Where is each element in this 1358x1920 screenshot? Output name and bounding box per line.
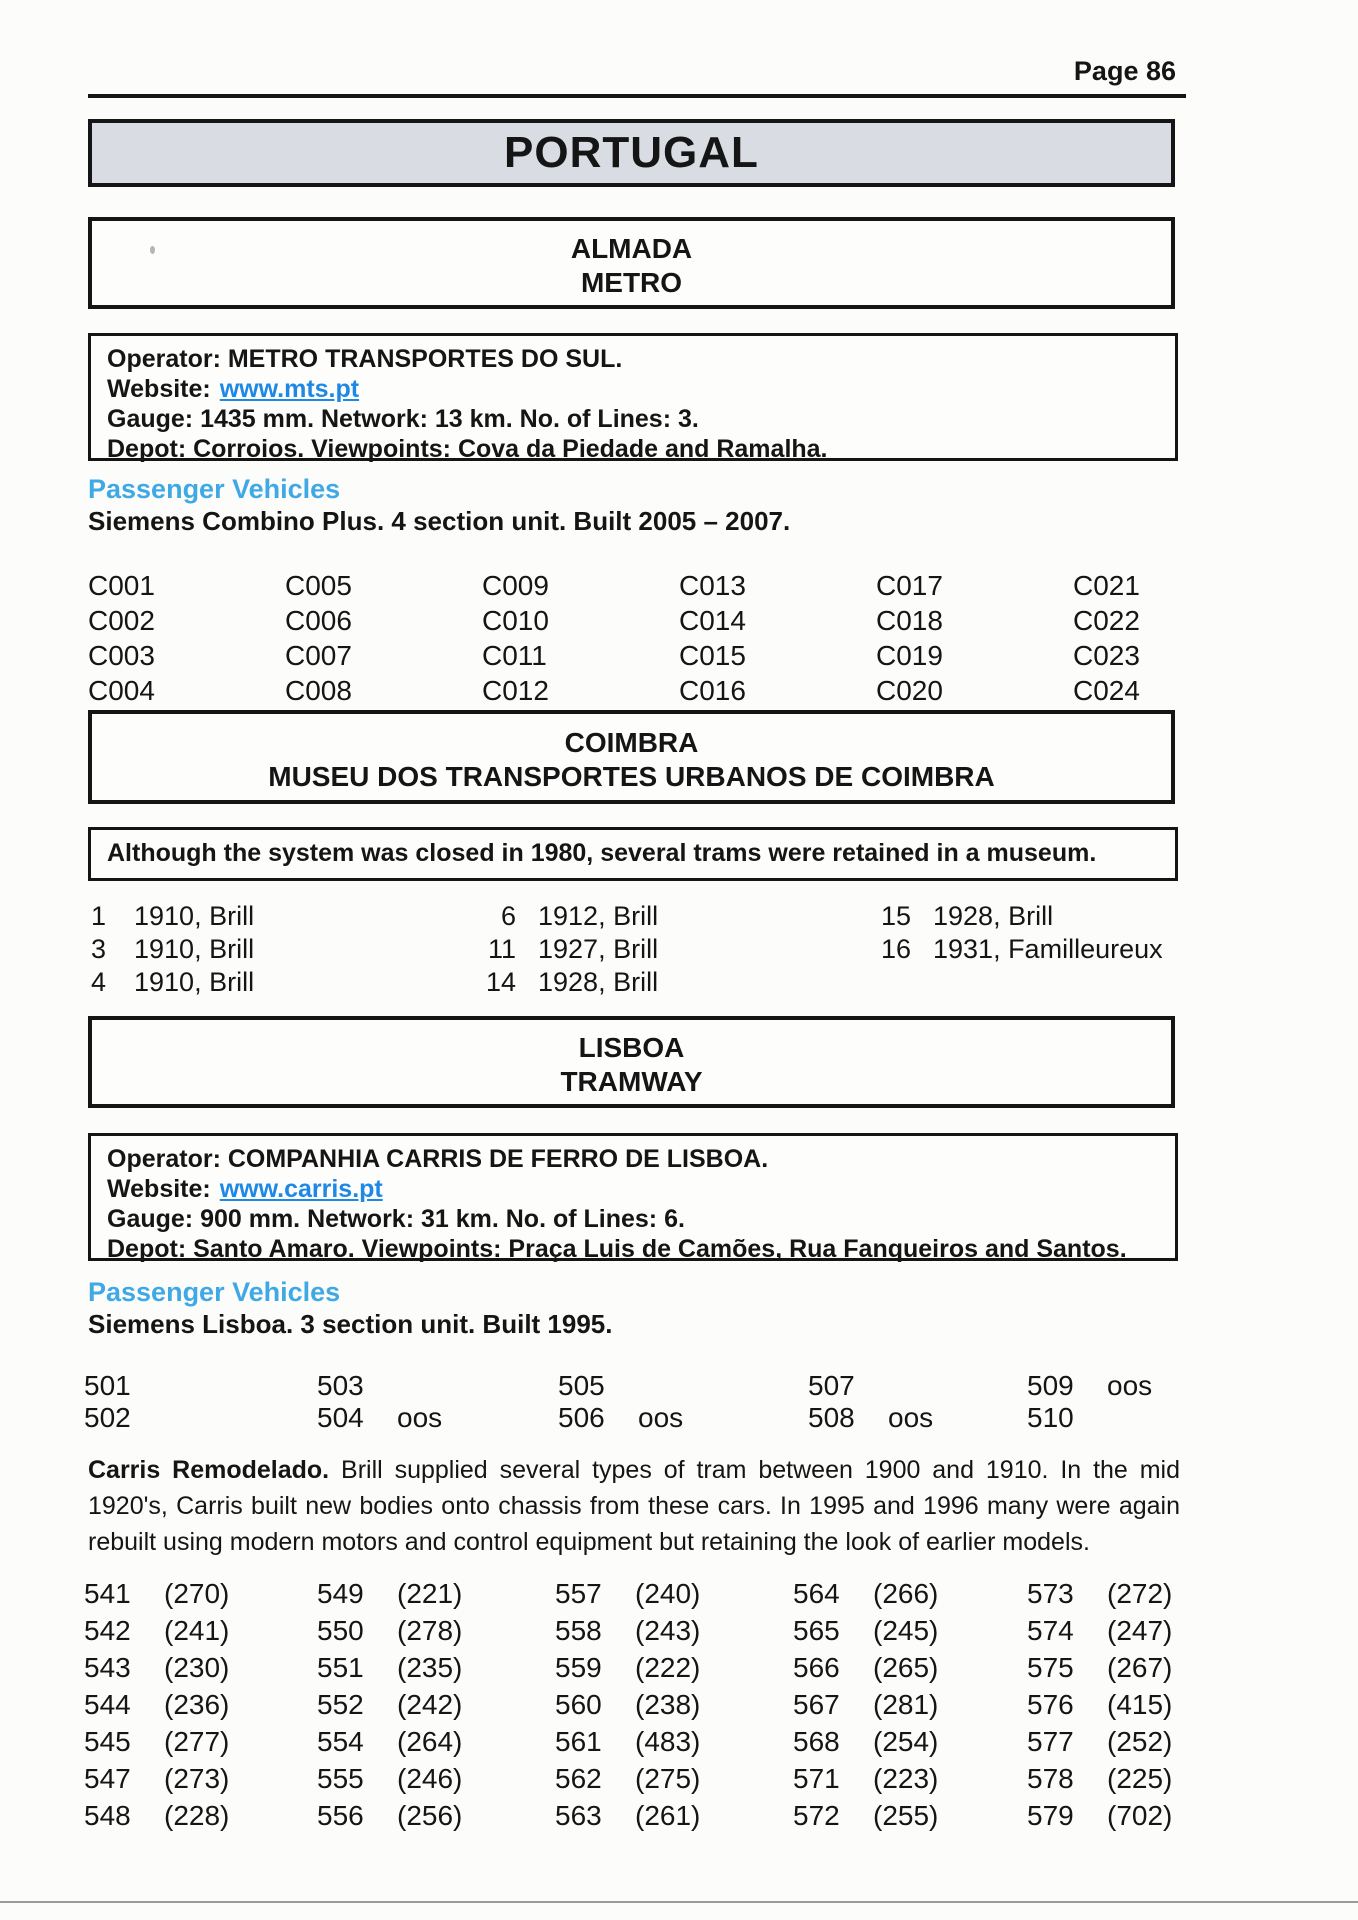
fleet-number: 579 [1027,1800,1074,1831]
fleet-number: 562 [555,1763,602,1794]
lisboa-passenger-vehicles-heading: Passenger Vehicles [88,1277,341,1307]
country-banner-title: PORTUGAL [504,128,759,177]
remodelado-entry [317,1763,462,1795]
museum-entry [480,966,658,999]
former-number: (243) [635,1615,701,1646]
almada-website-line [107,374,1159,404]
fleet-number: 559 [555,1652,602,1683]
almada-title-box [88,217,1175,309]
fleet-number: 542 [84,1615,131,1646]
museum-column [88,900,254,999]
lisboa-title-mode: TRAMWAY [560,1066,703,1097]
remodelado-entry [84,1726,229,1758]
fleet-number: 576 [1027,1689,1074,1720]
fleet-number: 503 [317,1370,364,1401]
remodelado-entry [317,1800,462,1832]
fleet-number: 510 [1027,1402,1074,1433]
scan-artifact-dot [150,246,155,254]
fleet-number: 507 [808,1370,855,1401]
fleet-number: 543 [84,1652,131,1683]
former-number: (252) [1107,1726,1173,1757]
remodelado-entry [1027,1800,1172,1832]
remodelado-entry [317,1726,462,1758]
fleet-number: 555 [317,1763,364,1794]
header-rule [88,94,1186,98]
museum-tram-description: 1910, Brill [134,901,255,931]
former-number: (235) [397,1652,463,1683]
remodelado-entry [555,1578,700,1610]
remodelado-paragraph [88,1452,1180,1560]
museum-column [480,900,658,999]
fleet-number: 563 [555,1800,602,1831]
fleet-number: 550 [317,1615,364,1646]
museum-entry [88,933,254,966]
former-number: (242) [397,1689,463,1720]
remodelado-entry [793,1800,938,1832]
fleet-number: C021 [1073,570,1140,601]
former-number: (270) [164,1578,230,1609]
remodelado-entry [84,1763,229,1795]
fleet-number: 568 [793,1726,840,1757]
former-number: (255) [873,1800,939,1831]
fleet-number: 560 [555,1689,602,1720]
fleet-number: C002 [88,605,155,636]
lisboa-website-link[interactable]: www.carris.pt [219,1175,383,1203]
fleet-number: 545 [84,1726,131,1757]
museum-entry [875,933,1163,966]
fleet-number: 556 [317,1800,364,1831]
fleet-number: 561 [555,1726,602,1757]
combino-fleet-grid [88,568,1270,708]
fleet-number: C005 [285,570,352,601]
former-number: (228) [164,1800,230,1831]
almada-operator-line: Operator: METRO TRANSPORTES DO SUL. [107,345,623,373]
remodelado-entry [793,1578,938,1610]
former-number: (225) [1107,1763,1173,1794]
remodelado-entry [1027,1763,1172,1795]
remodelado-heading: Carris Remodelado. [88,1456,330,1484]
out-of-service-marker: oos [397,1402,443,1433]
fleet-number: 502 [84,1402,131,1433]
museum-tram-description: 1928, Brill [538,967,659,997]
remodelado-entry [317,1652,462,1684]
fleet-number: 551 [317,1652,364,1683]
museum-entry [88,900,254,933]
lisboa-title-city: LISBOA [578,1032,685,1063]
former-number: (265) [873,1652,939,1683]
former-number: (241) [164,1615,230,1646]
museum-entry [480,900,658,933]
former-number: (245) [873,1615,939,1646]
almada-website-link[interactable]: www.mts.pt [219,375,360,403]
remodelado-entry [555,1652,700,1684]
remodelado-entry [317,1578,462,1610]
museum-entry [875,900,1163,933]
fleet-number: 554 [317,1726,364,1757]
lisboa-operator-box [88,1133,1178,1261]
museum-tram-number: 1 [90,901,106,931]
almada-operator-box [88,333,1178,461]
almada-depot-line: Depot: Corroios. Viewpoints: Cova da Piedade and Ramalha. [107,435,828,463]
museum-entry [88,966,254,999]
remodelado-line: Carris Remodelado. Brill supplied several types of tram between 1900 and 1910. In the mid [88,1456,1181,1484]
out-of-service-marker: oos [638,1402,684,1433]
fleet-number: 544 [84,1689,131,1720]
museum-tram-number: 6 [500,901,516,931]
fleet-number: C016 [679,675,746,706]
former-number: (273) [164,1763,230,1794]
fleet-number: C011 [482,640,547,671]
museum-tram-number: 3 [90,934,106,964]
former-number: (246) [397,1763,463,1794]
museum-tram-description: 1910, Brill [134,934,255,964]
former-number: (275) [635,1763,701,1794]
fleet-number: 566 [793,1652,840,1683]
museum-tram-number: 4 [90,967,106,997]
lisboa-title-box [88,1016,1175,1108]
out-of-service-marker: oos [888,1402,934,1433]
former-number: (238) [635,1689,701,1720]
siemens-fleet-entry [558,1370,614,1402]
former-number: (415) [1107,1689,1173,1720]
former-number: (236) [164,1689,230,1720]
museum-tram-description: 1931, Familleureux [933,934,1163,964]
museum-tram-number: 16 [880,934,911,964]
fleet-number: 565 [793,1615,840,1646]
former-number: (261) [635,1800,701,1831]
remodelado-entry [84,1800,229,1832]
remodelado-entry [1027,1652,1172,1684]
remodelado-entry [555,1726,700,1758]
almada-passenger-vehicles-heading: Passenger Vehicles [88,474,341,504]
fleet-number: C004 [88,675,155,706]
museum-tram-number: 11 [487,934,516,964]
remodelado-entry [84,1578,229,1610]
fleet-number: 501 [84,1370,131,1401]
siemens-fleet-entry [1027,1370,1152,1402]
out-of-service-marker: oos [1107,1370,1153,1401]
former-number: (256) [397,1800,463,1831]
coimbra-title-museum: MUSEU DOS TRANSPORTES URBANOS DE COIMBRA [268,761,995,792]
fleet-number: C008 [285,675,352,706]
remodelado-entry [555,1763,700,1795]
museum-tram-description: 1912, Brill [538,901,659,931]
fleet-number: 557 [555,1578,602,1609]
fleet-number: 548 [84,1800,131,1831]
remodelado-entry [1027,1689,1172,1721]
siemens-fleet-entry [808,1402,933,1434]
fleet-number: C022 [1073,605,1140,636]
fleet-number: 574 [1027,1615,1074,1646]
former-number: (254) [873,1726,939,1757]
museum-entry [480,933,658,966]
website-label: Website: [107,375,211,403]
former-number: (277) [164,1726,230,1757]
almada-title-mode: METRO [580,267,683,298]
coimbra-note: Although the system was closed in 1980, several trams were retained in a museum. [107,839,1097,867]
fleet-number: C019 [876,640,943,671]
fleet-number: 505 [558,1370,605,1401]
fleet-number: C015 [679,640,746,671]
lisboa-gauge-line: Gauge: 900 mm. Network: 31 km. No. of Lines: 6. [107,1205,685,1233]
fleet-number: 508 [808,1402,855,1433]
remodelado-entry [793,1726,938,1758]
museum-column [875,900,1163,966]
country-banner [88,119,1175,187]
remodelado-entry [1027,1578,1172,1610]
siemens-fleet-entry [558,1402,683,1434]
lisboa-fleet-description: Siemens Lisboa. 3 section unit. Built 1995. [88,1309,613,1339]
former-number: (281) [873,1689,939,1720]
former-number: (247) [1107,1615,1173,1646]
museum-tram-description: 1910, Brill [134,967,255,997]
page-number: Page 86 [1073,56,1176,86]
fleet-number: C003 [88,640,155,671]
fleet-number: 571 [793,1763,840,1794]
former-number: (702) [1107,1800,1173,1831]
fleet-number: 573 [1027,1578,1074,1609]
lisboa-operator-line: Operator: COMPANHIA CARRIS DE FERRO DE LISBOA. [107,1145,769,1173]
almada-title-city: ALMADA [570,233,693,264]
remodelado-entry [1027,1726,1172,1758]
fleet-number: 577 [1027,1726,1074,1757]
former-number: (272) [1107,1578,1173,1609]
almada-fleet-description: Siemens Combino Plus. 4 section unit. Built 2005 – 2007. [88,506,791,536]
fleet-number: C014 [679,605,746,636]
fleet-number: 506 [558,1402,605,1433]
fleet-number: 549 [317,1578,364,1609]
fleet-number: 552 [317,1689,364,1720]
former-number: (222) [635,1652,701,1683]
siemens-fleet-entry [808,1370,864,1402]
siemens-fleet-entry [317,1370,373,1402]
coimbra-note-box [88,827,1178,881]
former-number: (230) [164,1652,230,1683]
fleet-number: C006 [285,605,352,636]
remodelado-entry [84,1652,229,1684]
fleet-number: C020 [876,675,943,706]
remodelado-entry [84,1689,229,1721]
fleet-number: C017 [876,570,943,601]
fleet-number: C010 [482,605,549,636]
remodelado-entry [555,1615,700,1647]
siemens-fleet-entry [1027,1402,1083,1434]
former-number: (221) [397,1578,463,1609]
coimbra-title-city: COIMBRA [564,727,699,758]
siemens-fleet-entry [317,1402,442,1434]
museum-tram-description: 1927, Brill [538,934,659,964]
fleet-number: C023 [1073,640,1140,671]
fleet-number: C012 [482,675,549,706]
former-number: (483) [635,1726,701,1757]
siemens-fleet-entry [84,1402,140,1434]
lisboa-depot-line: Depot: Santo Amaro. Viewpoints: Praça Luis de Camões, Rua Fanqueiros and Santos. [107,1235,1127,1263]
remodelado-entry [1027,1615,1172,1647]
former-number: (266) [873,1578,939,1609]
fleet-number: 558 [555,1615,602,1646]
remodelado-line: rebuilt using modern motors and control equipment but retaining the look of earlier models. [88,1528,1090,1556]
museum-tram-number: 15 [880,901,911,931]
fleet-number: C013 [679,570,746,601]
fleet-number: 572 [793,1800,840,1831]
remodelado-entry [793,1652,938,1684]
remodelado-line: 1920's, Carris built new bodies onto chassis from these cars. In 1995 and 1996 many were again [88,1492,1180,1520]
fleet-number: 567 [793,1689,840,1720]
website-label: Website: [107,1175,211,1203]
remodelado-entry [317,1689,462,1721]
fleet-number: C024 [1073,675,1140,706]
fleet-number: 504 [317,1402,364,1433]
lisboa-website-line [107,1174,1159,1204]
former-number: (264) [397,1726,463,1757]
remodelado-entry [793,1689,938,1721]
fleet-number: C001 [88,570,155,601]
coimbra-title-box [88,710,1175,804]
former-number: (223) [873,1763,939,1794]
former-number: (278) [397,1615,463,1646]
fleet-number: 564 [793,1578,840,1609]
fleet-number: C007 [285,640,352,671]
remodelado-entry [793,1615,938,1647]
footer-rule [0,1901,1358,1903]
remodelado-entry [84,1615,229,1647]
fleet-number: 541 [84,1578,131,1609]
former-number: (267) [1107,1652,1173,1683]
museum-tram-description: 1928, Brill [933,901,1054,931]
fleet-number: C018 [876,605,943,636]
remodelado-entry [317,1615,462,1647]
fleet-number: C009 [482,570,549,601]
fleet-number: 547 [84,1763,131,1794]
remodelado-entry [793,1763,938,1795]
fleet-number: 575 [1027,1652,1074,1683]
museum-tram-number: 14 [485,967,516,997]
almada-gauge-line: Gauge: 1435 mm. Network: 13 km. No. of Lines: 3. [107,405,699,433]
museum-list [88,900,1180,1006]
remodelado-entry [555,1800,700,1832]
remodelado-entry [555,1689,700,1721]
fleet-number: 578 [1027,1763,1074,1794]
former-number: (240) [635,1578,701,1609]
fleet-number: 509 [1027,1370,1074,1401]
siemens-fleet-entry [84,1370,140,1402]
